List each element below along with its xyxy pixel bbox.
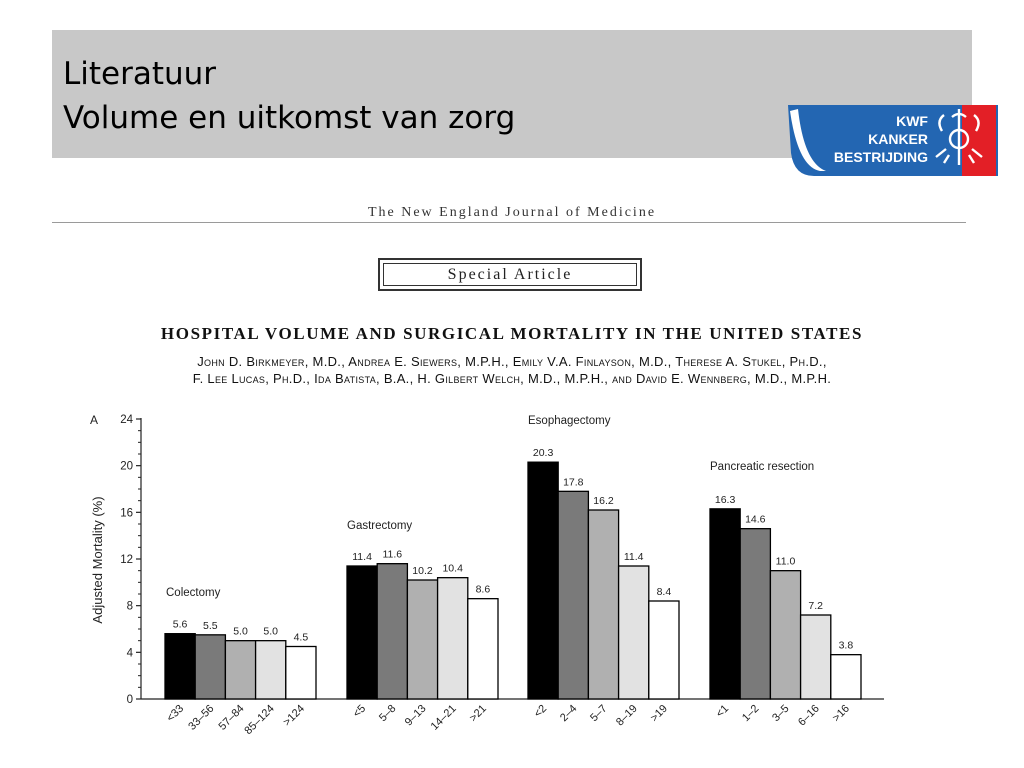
x-category-label: 2–4 xyxy=(557,702,580,725)
bar xyxy=(377,564,407,699)
y-tick-label: 24 xyxy=(120,414,133,426)
group-label: Colectomy xyxy=(166,587,221,599)
bar xyxy=(347,566,377,699)
bar xyxy=(286,647,316,700)
bar xyxy=(558,491,588,699)
bar-value-label: 11.4 xyxy=(352,551,372,563)
x-category-label: 1–2 xyxy=(739,702,762,725)
bar-value-label: 11.4 xyxy=(623,551,644,563)
group-label: Esophagectomy xyxy=(528,415,611,427)
bar-group-3 xyxy=(710,461,861,728)
bar-value-label: 17.8 xyxy=(563,476,584,489)
bar-value-label: 11.6 xyxy=(382,548,403,561)
bar xyxy=(740,529,770,699)
x-category-label: <5 xyxy=(350,702,369,720)
bar-group-0 xyxy=(165,587,316,737)
y-axis-label: Adjusted Mortality (%) xyxy=(90,496,105,624)
x-category-label: <1 xyxy=(713,702,732,720)
x-category-label: 57–84 xyxy=(216,702,247,733)
group-label: Pancreatic resection xyxy=(710,461,815,473)
x-category-label: >19 xyxy=(648,702,671,725)
x-category-label: <2 xyxy=(531,702,550,720)
y-tick-label: 0 xyxy=(126,694,133,706)
x-category-label: 33–56 xyxy=(186,702,217,733)
bar xyxy=(710,509,740,699)
bar xyxy=(770,571,800,699)
x-category-label: 6–16 xyxy=(796,702,822,729)
bar-group-2 xyxy=(528,415,679,728)
bar-value-label: 20.3 xyxy=(532,447,554,460)
y-tick-label: 8 xyxy=(126,600,133,613)
bar-value-label: 10.2 xyxy=(412,565,433,577)
x-category-label: 9–13 xyxy=(402,702,429,729)
bar-group-1 xyxy=(347,520,498,733)
slide-title: Literatuur xyxy=(63,56,217,92)
y-ticks xyxy=(120,414,141,706)
x-category-label: >16 xyxy=(830,702,853,725)
x-category-label: 8–19 xyxy=(614,702,640,729)
article-title: HOSPITAL VOLUME AND SURGICAL MORTALITY IN THE UNITED STATES xyxy=(160,324,864,343)
bar xyxy=(801,615,831,699)
bar xyxy=(165,634,195,699)
bar-value-label: 7.2 xyxy=(808,600,824,612)
bar-value-label: 14.6 xyxy=(745,513,766,526)
journal-name: The New England Journal of Medicine xyxy=(367,205,657,220)
bar xyxy=(468,599,498,699)
slide-subtitle: Volume en uitkomst van zorg xyxy=(63,100,516,136)
bar xyxy=(438,578,468,699)
kwf-logo-line3: BESTRIJDING xyxy=(833,149,928,165)
x-category-label: >124 xyxy=(281,702,308,729)
section-label: Special Article xyxy=(383,263,637,286)
x-category-label: 3–5 xyxy=(770,702,792,725)
bar-value-label: 16.3 xyxy=(714,493,736,506)
bar-groups xyxy=(165,415,861,737)
bar-value-label: 5.0 xyxy=(263,625,279,638)
x-category-label: 5–8 xyxy=(376,702,399,725)
x-category-label: <33 xyxy=(164,702,187,725)
bar-value-label: 16.2 xyxy=(593,495,614,507)
bar xyxy=(588,510,618,699)
bar xyxy=(407,580,437,699)
bar-value-label: 8.4 xyxy=(656,586,672,598)
bar xyxy=(528,462,558,699)
x-category-label: >21 xyxy=(467,702,490,725)
bar-value-label: 5.5 xyxy=(202,619,218,632)
authors-line-1: John D. Birkmeyer, M.D., Andrea E. Siewers, M.P.H., Emily V.A. Finlayson, M.D., Therese A. Stukel, Ph.D., xyxy=(197,354,827,369)
bar-value-label: 5.6 xyxy=(172,618,188,631)
y-tick-label: 12 xyxy=(120,554,133,566)
bar xyxy=(649,601,679,699)
bar-value-label: 3.8 xyxy=(838,639,854,652)
x-category-label: 14–21 xyxy=(428,702,459,733)
group-label: Gastrectomy xyxy=(347,520,413,532)
y-tick-label: 16 xyxy=(120,507,133,520)
bar-value-label: 10.4 xyxy=(442,562,463,575)
bar xyxy=(619,566,649,699)
x-category-label: 5–7 xyxy=(588,702,610,725)
kwf-logo-line2: KANKER xyxy=(868,131,928,147)
bar-value-label: 5.0 xyxy=(233,625,248,638)
x-category-label: 85–124 xyxy=(242,702,277,738)
bar-value-label: 4.5 xyxy=(293,631,309,644)
bar xyxy=(256,641,286,699)
bar-value-label: 8.6 xyxy=(475,583,491,596)
kwf-logo-line1: KWF xyxy=(896,113,928,129)
bar xyxy=(195,635,225,699)
y-tick-label: 4 xyxy=(126,647,133,660)
bar-value-label: 11.0 xyxy=(775,555,796,568)
bar xyxy=(831,655,861,699)
bar xyxy=(225,641,255,699)
authors-line-2: F. Lee Lucas, Ph.D., Ida Batista, B.A., H. Gilbert Welch, M.D., M.P.H., and David E. Wennberg, M.D., M.P.H. xyxy=(192,371,832,386)
panel-label: A xyxy=(90,413,99,427)
y-tick-label: 20 xyxy=(120,460,133,473)
